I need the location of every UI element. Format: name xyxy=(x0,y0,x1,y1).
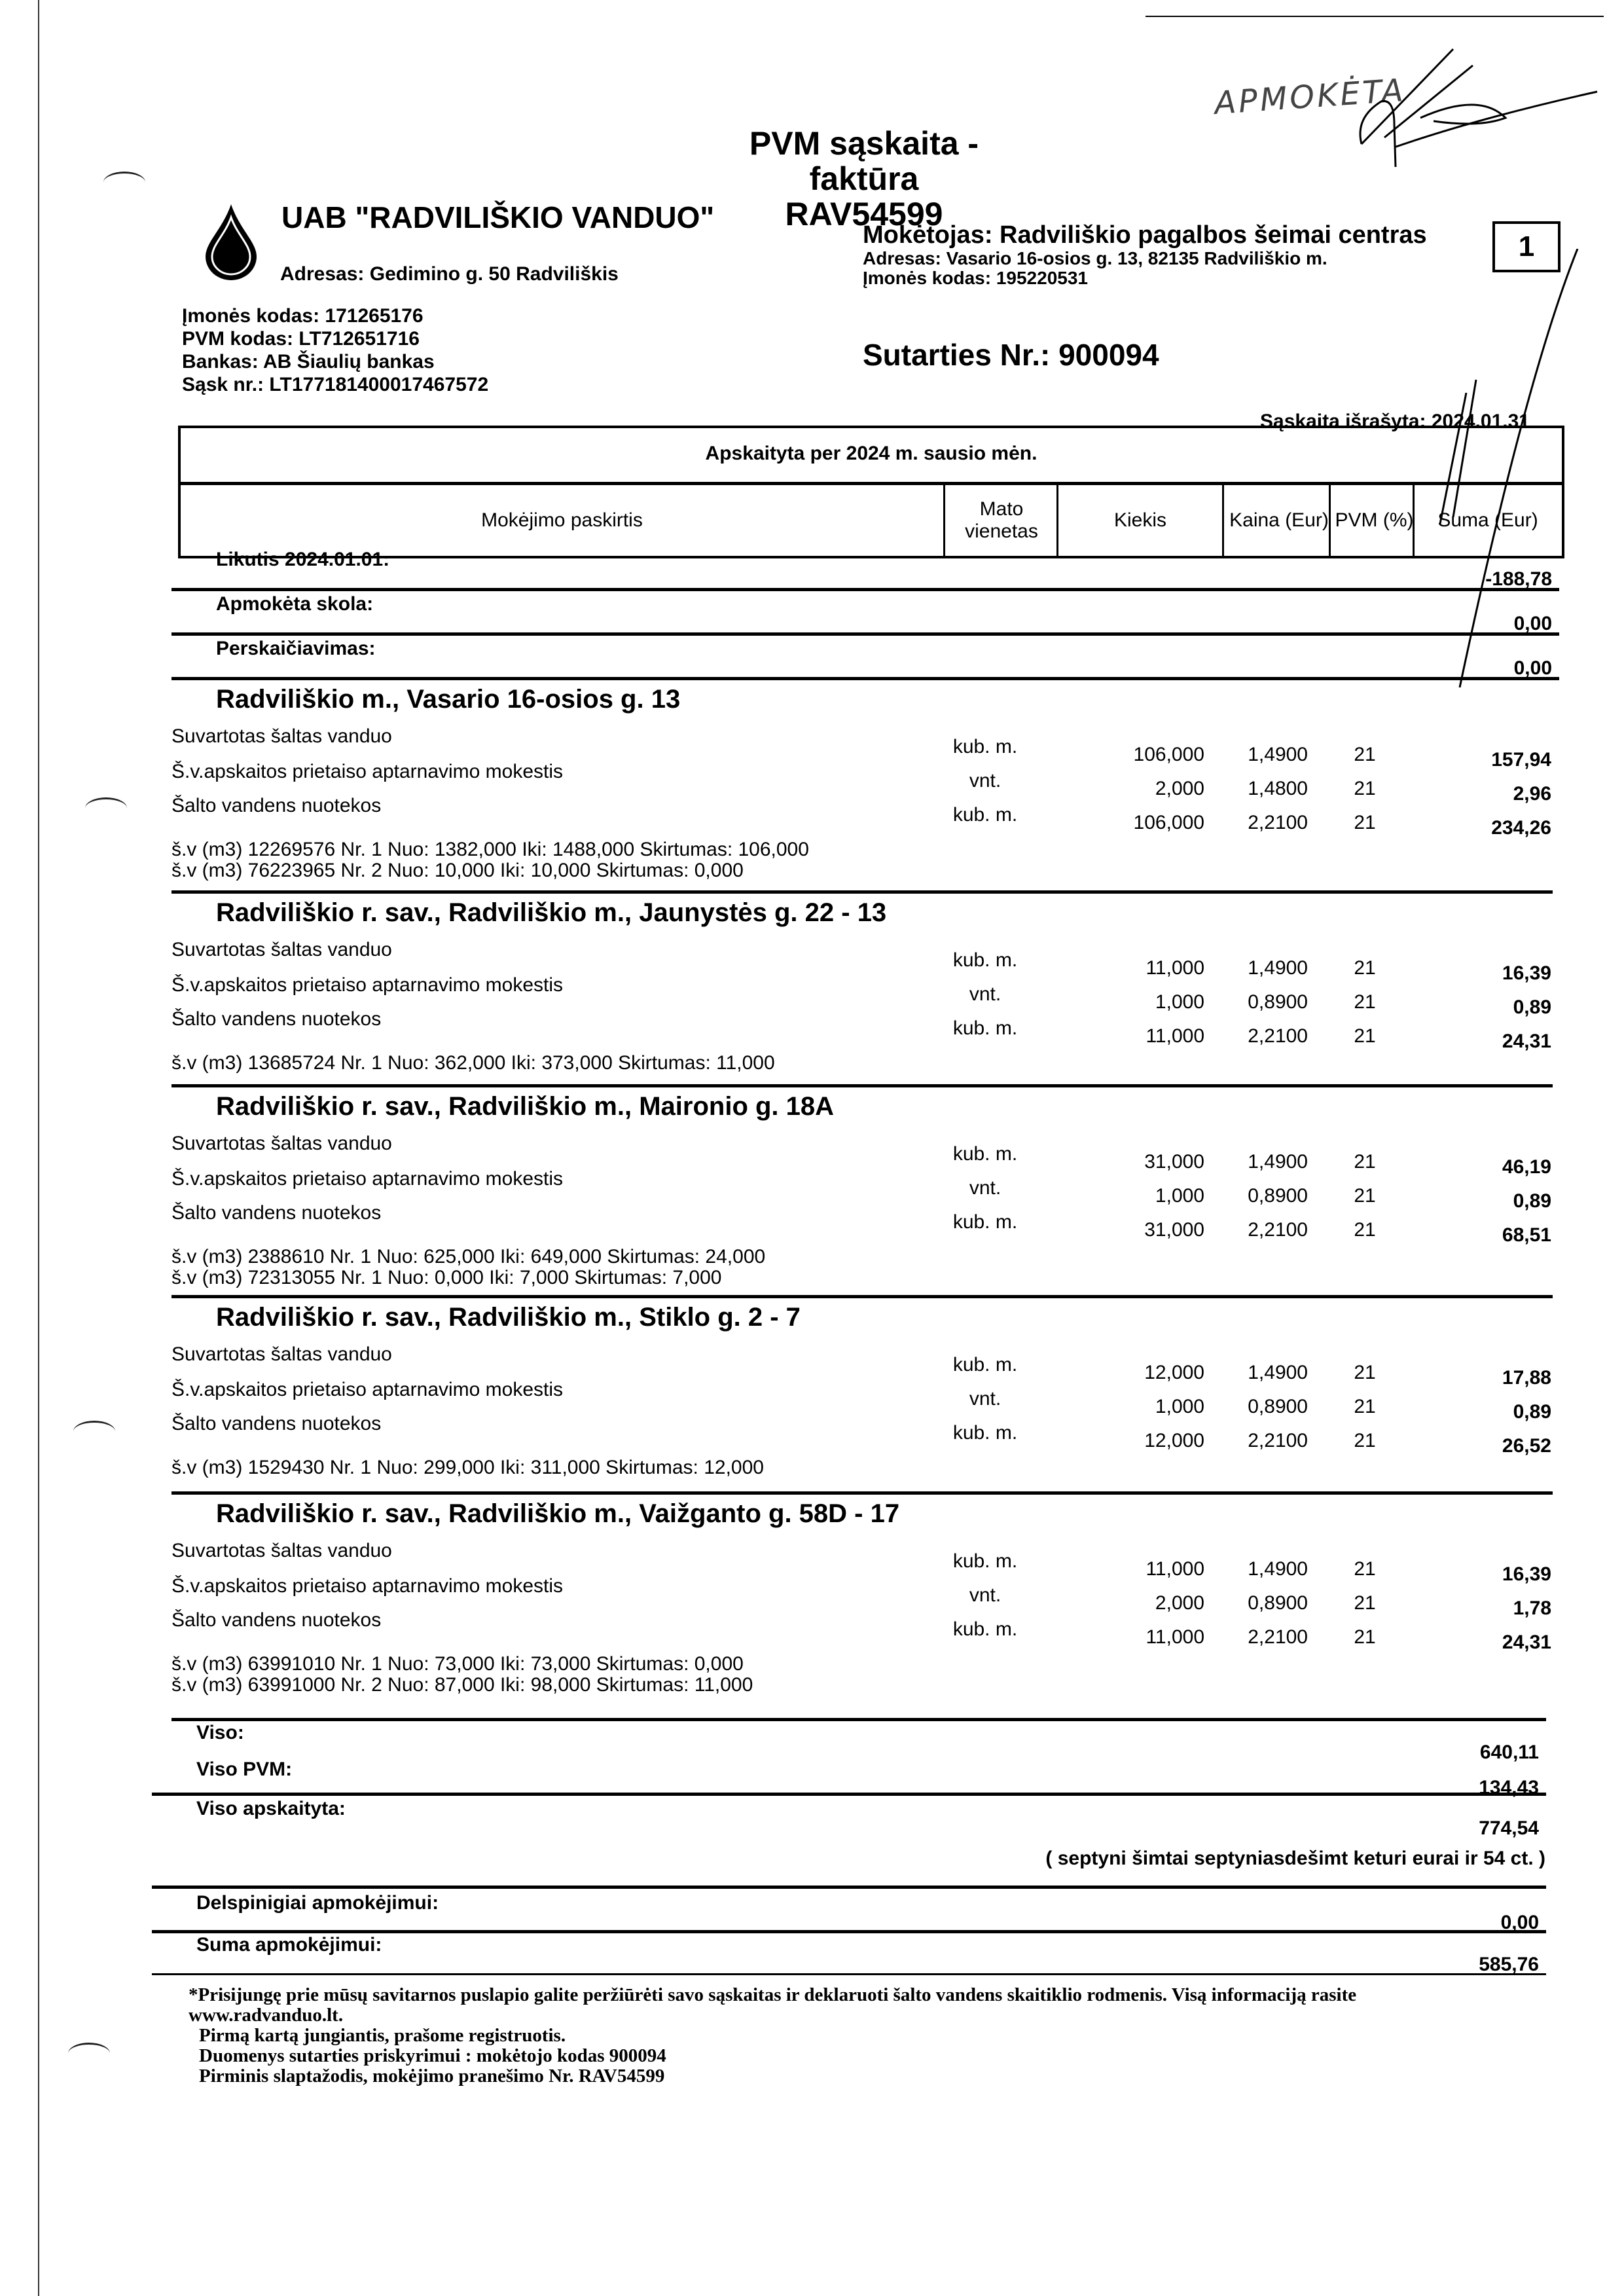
penalty-label: Delspinigiai apmokėjimui: xyxy=(196,1892,439,1914)
line-sum: 46,19 xyxy=(1502,1156,1551,1178)
divider xyxy=(152,1973,1546,1975)
meter-reading: š.v (m3) 12269576 Nr. 1 Nuo: 1382,000 Iki: 1488,000 Skirtumas: 106,000 xyxy=(171,839,809,860)
line-price: 0,8900 xyxy=(1248,1396,1308,1417)
line-price: 1,4900 xyxy=(1248,1362,1308,1383)
line-sum: 16,39 xyxy=(1502,962,1551,984)
line-sum: 2,96 xyxy=(1513,783,1551,805)
line-sum: 1,78 xyxy=(1513,1597,1551,1619)
line-vat: 21 xyxy=(1354,1558,1376,1580)
line-description: Š.v.apskaitos prietaiso aptarnavimo mokestis xyxy=(171,1575,564,1597)
line-sum: 24,31 xyxy=(1502,1030,1551,1052)
line-vat: 21 xyxy=(1354,1025,1376,1047)
line-price: 0,8900 xyxy=(1248,1185,1308,1207)
line-description: Šalto vandens nuotekos xyxy=(171,1008,382,1030)
line-description: Šalto vandens nuotekos xyxy=(171,1202,382,1224)
line-unit: vnt. xyxy=(969,1584,1001,1606)
section-address: Radviliškio r. sav., Radviliškio m., Stiklo g. 2 - 7 xyxy=(216,1303,801,1332)
line-description: Suvartotas šaltas vanduo xyxy=(171,1133,392,1154)
line-unit: kub. m. xyxy=(952,1211,1018,1233)
line-vat: 21 xyxy=(1354,1626,1376,1648)
line-unit: kub. m. xyxy=(952,736,1018,757)
grand-total-label: Viso apskaityta: xyxy=(196,1798,346,1819)
line-price: 1,4900 xyxy=(1248,744,1308,765)
line-sum: 0,89 xyxy=(1513,996,1551,1018)
paid-debt-label: Apmokėta skola: xyxy=(216,593,374,615)
col-header-vat: PVM (%) xyxy=(1329,485,1418,556)
payer-address: Adresas: Vasario 16-osios g. 13, 82135 Radviliškio m. xyxy=(863,248,1327,268)
line-description: Šalto vandens nuotekos xyxy=(171,1609,382,1631)
col-header-sum: Suma (Eur) xyxy=(1413,485,1561,556)
divider xyxy=(171,677,1559,680)
divider xyxy=(171,1491,1553,1495)
line-description: Š.v.apskaitos prietaiso aptarnavimo mokestis xyxy=(171,1379,564,1400)
penalty-value: 0,00 xyxy=(1500,1912,1539,1933)
line-sum: 26,52 xyxy=(1502,1435,1551,1457)
seller-details xyxy=(182,304,488,396)
page-number-box: 1 xyxy=(1492,221,1561,272)
recalculation-value: 0,00 xyxy=(1513,657,1552,679)
line-quantity: 11,000 xyxy=(1146,1558,1204,1580)
line-sum: 0,89 xyxy=(1513,1190,1551,1212)
line-sum: 0,89 xyxy=(1513,1401,1551,1423)
line-vat: 21 xyxy=(1354,1185,1376,1207)
line-unit: kub. m. xyxy=(952,1618,1018,1640)
line-unit: vnt. xyxy=(969,983,1001,1005)
hole-punch-mark xyxy=(68,2043,110,2064)
line-vat: 21 xyxy=(1354,991,1376,1013)
seller-company-code: Įmonės kodas: 171265176 xyxy=(182,305,424,327)
divider xyxy=(171,1295,1553,1298)
line-description: Šalto vandens nuotekos xyxy=(171,795,382,816)
section-address: Radviliškio m., Vasario 16-osios g. 13 xyxy=(216,685,681,714)
scan-top-line xyxy=(1146,16,1604,17)
recalculation-label: Perskaičiavimas: xyxy=(216,638,376,659)
meter-reading: š.v (m3) 63991000 Nr. 2 Nuo: 87,000 Iki: 98,000 Skirtumas: 11,000 xyxy=(171,1674,753,1696)
scan-margin-line xyxy=(38,0,39,2296)
contract-number: Sutarties Nr.: 900094 xyxy=(863,338,1159,372)
line-sum: 68,51 xyxy=(1502,1224,1551,1246)
invoice-title: PVM sąskaita - faktūra xyxy=(749,125,979,197)
line-sum: 24,31 xyxy=(1502,1631,1551,1653)
total-vat-label: Viso PVM: xyxy=(196,1758,293,1780)
line-vat: 21 xyxy=(1354,778,1376,799)
seller-vat-code: PVM kodas: LT712651716 xyxy=(182,328,420,350)
amount-in-words: ( septyni šimtai septyniasdešimt keturi eurai ir 54 ct. ) xyxy=(1045,1848,1545,1869)
line-vat: 21 xyxy=(1354,1430,1376,1451)
seller-account: Sąsk nr.: LT177181400017467572 xyxy=(182,374,489,395)
issue-date: Sąskaita išrašyta: 2024.01.31 xyxy=(1260,410,1530,432)
signature-icon xyxy=(1348,39,1610,170)
payer-company-code: Įmonės kodas: 195220531 xyxy=(863,268,1088,288)
line-unit: kub. m. xyxy=(952,1143,1018,1165)
hole-punch-mark xyxy=(85,797,127,819)
contract-assign-note: Duomenys sutarties priskyrimui : mokėtojo kodas 900094 xyxy=(199,2045,666,2066)
meter-reading: š.v (m3) 13685724 Nr. 1 Nuo: 362,000 Iki: 373,000 Skirtumas: 11,000 xyxy=(171,1052,775,1074)
line-quantity: 31,000 xyxy=(1144,1151,1204,1173)
registration-note: Pirmą kartą jungiantis, prašome registruotis. xyxy=(199,2025,566,2046)
line-unit: kub. m. xyxy=(952,1354,1018,1376)
line-vat: 21 xyxy=(1354,1592,1376,1614)
line-description: Š.v.apskaitos prietaiso aptarnavimo mokestis xyxy=(171,761,564,782)
line-quantity: 1,000 xyxy=(1155,1396,1204,1417)
line-quantity: 2,000 xyxy=(1155,778,1204,799)
invoice-number: RAV54599 xyxy=(785,196,943,232)
line-description: Suvartotas šaltas vanduo xyxy=(171,725,392,747)
line-vat: 21 xyxy=(1354,1151,1376,1173)
line-vat: 21 xyxy=(1354,1362,1376,1383)
meter-reading: š.v (m3) 72313055 Nr. 1 Nuo: 0,000 Iki: 7,000 Skirtumas: 7,000 xyxy=(171,1267,722,1288)
divider xyxy=(152,1793,1546,1796)
total-label: Viso: xyxy=(196,1722,244,1743)
hole-punch-mark xyxy=(73,1421,115,1442)
password-note: Pirminis slaptažodis, mokėjimo pranešimo Nr. RAV54599 xyxy=(199,2066,665,2086)
meter-reading: š.v (m3) 1529430 Nr. 1 Nuo: 299,000 Iki: 311,000 Skirtumas: 12,000 xyxy=(171,1457,764,1478)
line-quantity: 12,000 xyxy=(1144,1430,1204,1451)
divider xyxy=(171,588,1559,591)
line-price: 1,4900 xyxy=(1248,1558,1308,1580)
hole-punch-mark xyxy=(103,172,145,193)
paid-debt-value: 0,00 xyxy=(1513,613,1552,634)
divider xyxy=(171,1084,1553,1087)
line-quantity: 31,000 xyxy=(1144,1219,1204,1241)
billing-period: Apskaityta per 2024 m. sausio mėn. xyxy=(705,443,1038,464)
col-header-price: Kaina (Eur) xyxy=(1222,485,1334,556)
line-vat: 21 xyxy=(1354,957,1376,979)
line-description: Suvartotas šaltas vanduo xyxy=(171,1540,392,1561)
balance-value: -188,78 xyxy=(1485,568,1552,590)
table-header xyxy=(178,426,1564,558)
line-unit: kub. m. xyxy=(952,804,1018,826)
line-unit: kub. m. xyxy=(952,1017,1018,1039)
invoice-title-block xyxy=(694,126,1034,232)
line-price: 2,2100 xyxy=(1248,1219,1308,1241)
section-address: Radviliškio r. sav., Radviliškio m., Vaižganto g. 58D - 17 xyxy=(216,1499,900,1528)
divider xyxy=(171,1718,1546,1721)
line-quantity: 11,000 xyxy=(1146,957,1204,979)
line-sum: 16,39 xyxy=(1502,1563,1551,1585)
divider xyxy=(152,1886,1546,1889)
line-price: 2,2100 xyxy=(1248,1430,1308,1451)
line-description: Š.v.apskaitos prietaiso aptarnavimo mokestis xyxy=(171,1168,564,1190)
line-vat: 21 xyxy=(1354,1396,1376,1417)
line-sum: 17,88 xyxy=(1502,1367,1551,1389)
line-price: 0,8900 xyxy=(1248,991,1308,1013)
line-price: 0,8900 xyxy=(1248,1592,1308,1614)
line-unit: vnt. xyxy=(969,770,1001,792)
meter-reading: š.v (m3) 76223965 Nr. 2 Nuo: 10,000 Iki: 10,000 Skirtumas: 0,000 xyxy=(171,860,744,881)
paid-stamp: APMOKĖTA xyxy=(1213,71,1407,122)
section-address: Radviliškio r. sav., Radviliškio m., Jaunystės g. 22 - 13 xyxy=(216,898,887,927)
line-quantity: 12,000 xyxy=(1144,1362,1204,1383)
self-service-note: *Prisijungę prie mūsų savitarnos puslapio galite peržiūrėti savo sąskaitas ir deklaruoti šalto vandens skaitiklio rodmenis. Visą informaciją rasite www.radvanduo.lt. xyxy=(189,1984,1357,2026)
section-address: Radviliškio r. sav., Radviliškio m., Maironio g. 18A xyxy=(216,1092,835,1121)
line-unit: kub. m. xyxy=(952,1422,1018,1444)
line-description: Š.v.apskaitos prietaiso aptarnavimo mokestis xyxy=(171,974,564,996)
water-drop-icon xyxy=(203,203,259,282)
line-quantity: 1,000 xyxy=(1155,991,1204,1013)
grand-total-value: 774,54 xyxy=(1479,1817,1539,1839)
line-quantity: 11,000 xyxy=(1146,1626,1204,1648)
payable-value: 585,76 xyxy=(1479,1954,1539,1975)
line-sum: 234,26 xyxy=(1491,817,1551,839)
col-header-unit: Mato vienetas xyxy=(943,485,1058,556)
line-quantity: 1,000 xyxy=(1155,1185,1204,1207)
line-price: 1,4900 xyxy=(1248,1151,1308,1173)
seller-address: Adresas: Gedimino g. 50 Radviliškis xyxy=(280,263,619,285)
line-quantity: 11,000 xyxy=(1146,1025,1204,1047)
payable-label: Suma apmokėjimui: xyxy=(196,1934,382,1956)
col-header-description: Mokėjimo paskirtis xyxy=(481,509,643,531)
meter-reading: š.v (m3) 63991010 Nr. 1 Nuo: 73,000 Iki: 73,000 Skirtumas: 0,000 xyxy=(171,1653,744,1675)
line-unit: vnt. xyxy=(969,1388,1001,1410)
line-price: 2,2100 xyxy=(1248,1626,1308,1648)
line-unit: vnt. xyxy=(969,1177,1001,1199)
line-description: Suvartotas šaltas vanduo xyxy=(171,939,392,960)
line-quantity: 2,000 xyxy=(1155,1592,1204,1614)
line-sum: 157,94 xyxy=(1491,749,1551,771)
payer-name: Mokėtojas: Radviliškio pagalbos šeimai centras xyxy=(863,221,1427,249)
meter-reading: š.v (m3) 2388610 Nr. 1 Nuo: 625,000 Iki: 649,000 Skirtumas: 24,000 xyxy=(171,1246,766,1267)
line-vat: 21 xyxy=(1354,1219,1376,1241)
line-quantity: 106,000 xyxy=(1133,812,1204,833)
line-vat: 21 xyxy=(1354,744,1376,765)
line-unit: kub. m. xyxy=(952,949,1018,971)
line-quantity: 106,000 xyxy=(1133,744,1204,765)
divider xyxy=(171,890,1553,894)
line-description: Šalto vandens nuotekos xyxy=(171,1413,382,1434)
total-vat-value: 134,43 xyxy=(1479,1777,1539,1798)
line-price: 1,4900 xyxy=(1248,957,1308,979)
line-description: Suvartotas šaltas vanduo xyxy=(171,1343,392,1365)
line-unit: kub. m. xyxy=(952,1550,1018,1572)
col-header-quantity: Kiekis xyxy=(1056,485,1222,556)
line-price: 2,2100 xyxy=(1248,812,1308,833)
footer-notes xyxy=(189,1985,1498,2086)
total-value: 640,11 xyxy=(1479,1741,1539,1763)
line-price: 2,2100 xyxy=(1248,1025,1308,1047)
seller-bank: Bankas: AB Šiaulių bankas xyxy=(182,351,435,373)
line-vat: 21 xyxy=(1354,812,1376,833)
line-price: 1,4800 xyxy=(1248,778,1308,799)
divider xyxy=(171,632,1559,636)
seller-name: UAB "RADVILIŠKIO VANDUO" xyxy=(281,200,715,234)
payer-details xyxy=(863,249,1327,288)
balance-label: Likutis 2024.01.01: xyxy=(216,549,390,570)
divider xyxy=(152,1930,1546,1933)
